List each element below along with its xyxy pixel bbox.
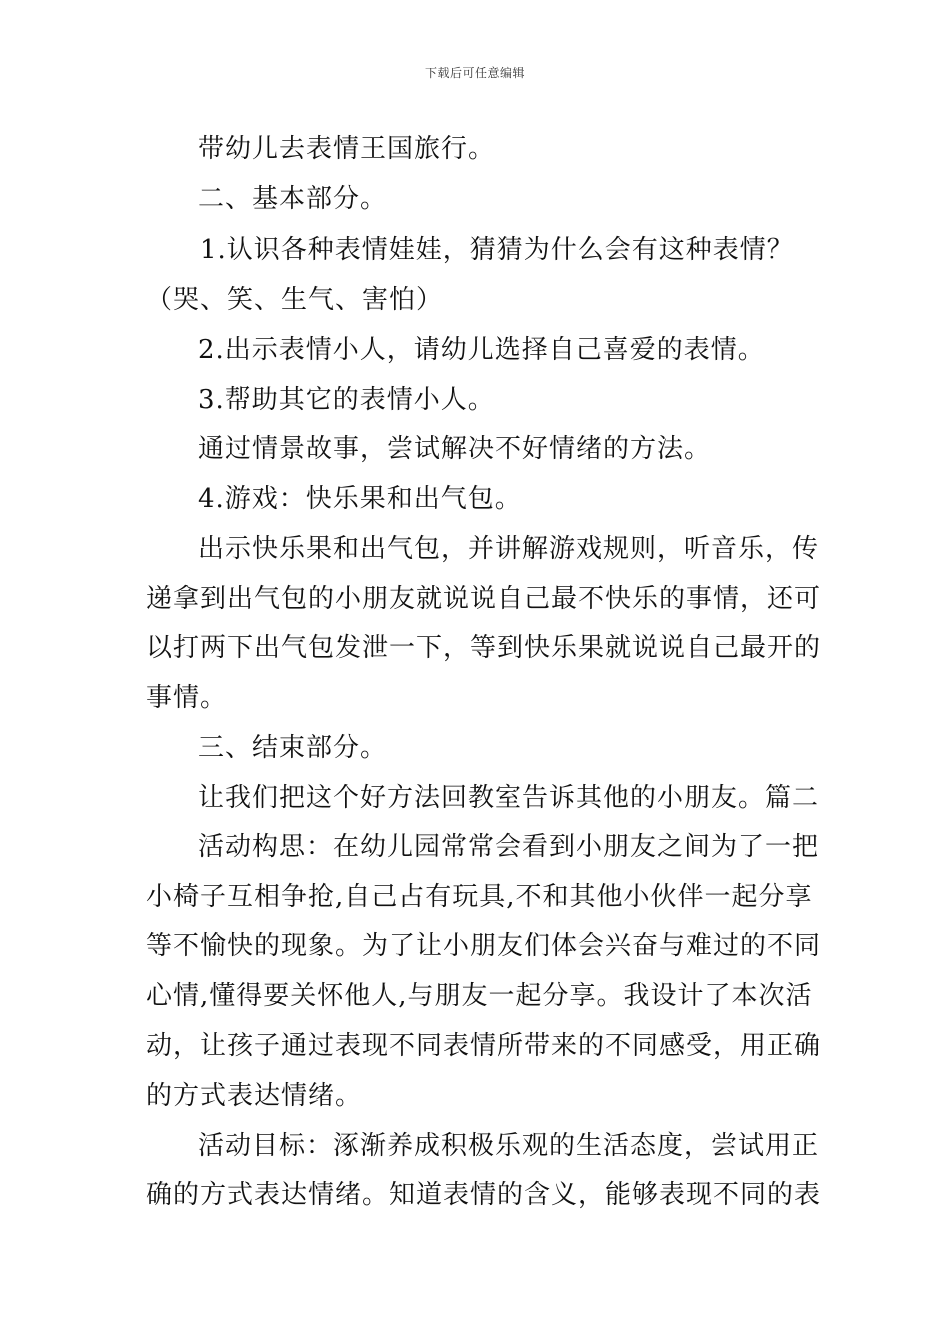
body-line: 确的方式表达情绪。知道表情的含义，能够表现不同的表 [146, 1180, 822, 1210]
body-line: 1.认识各种表情娃娃，猜猜为什么会有这种表情？ [200, 235, 794, 265]
body-line: 活动构思：在幼儿园常常会看到小朋友之间为了一把 [198, 832, 820, 862]
body-line: 活动目标：涿渐养成积极乐观的生活态度，尝试用正 [198, 1131, 820, 1161]
body-line: 小椅子互相争抢,自己占有玩具,不和其他小伙伴一起分享 [146, 882, 813, 912]
body-line: 递拿到出气包的小朋友就说说自己最不快乐的事情，还可 [146, 584, 822, 614]
section-heading: 三、结束部分。 [198, 733, 388, 763]
body-line: 通过情景故事，尝试解决不好情绪的方法。 [198, 434, 712, 464]
body-line: （哭、笑、生气、害怕） [146, 285, 444, 315]
body-line: 4.游戏：快乐果和出气包。 [198, 484, 522, 514]
body-line: 2.出示表情小人，请幼儿选择自己喜爱的表情。 [198, 335, 765, 365]
section-heading: 二、基本部分。 [198, 184, 388, 214]
body-line: 事情。 [146, 683, 228, 713]
body-line: 以打两下出气包发泄一下，等到快乐果就说说自己最开的 [146, 633, 822, 663]
body-line: 让我们把这个好方法回教室告诉其他的小朋友。篇二 [198, 783, 820, 813]
page-header: 下载后可任意编辑 [424, 66, 525, 80]
body-line: 心情,懂得要关怀他人,与朋友一起分享。我设计了本次活 [146, 981, 813, 1011]
body-line: 等不愉快的现象。为了让小朋友们体会兴奋与难过的不同 [146, 931, 822, 961]
body-line: 出示快乐果和出气包，并讲解游戏规则，听音乐，传 [198, 534, 820, 564]
body-line: 3.帮助其它的表情小人。 [198, 385, 495, 415]
body-line: 的方式表达情绪。 [146, 1081, 363, 1111]
body-line: 动，让孩子通过表现不同表情所带来的不同感受，用正确 [146, 1031, 822, 1061]
body-line: 带幼儿去表情王国旅行。 [198, 134, 496, 164]
